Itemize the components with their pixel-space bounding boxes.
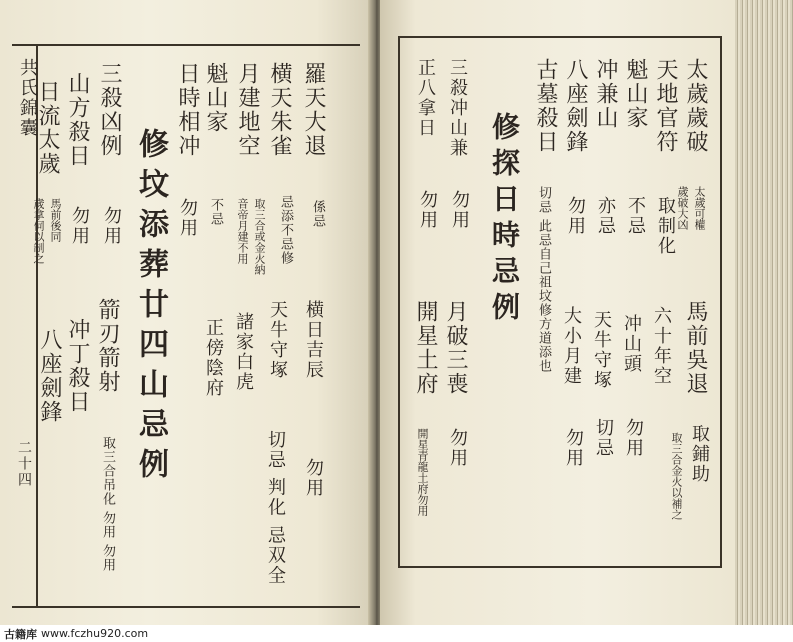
right-col-7-note: 勿用 [449, 190, 470, 230]
left-col-7-end: 冲丁殺日 [65, 318, 90, 414]
right-col-3-note: 不忌 [625, 196, 646, 236]
right-col-1-end: 馬前吳退 [683, 300, 708, 396]
right-col-4-main: 冲兼山 [593, 58, 618, 130]
left-col-8-note-a: 馬前後同 [49, 198, 62, 242]
left-col-7-note: 勿用 [69, 206, 90, 246]
left-col-2-end: 天牛守塚 [267, 300, 288, 380]
left-col-6-end: 箭刃箭射 [95, 298, 120, 394]
left-col-1-note: 係忌 [310, 200, 325, 228]
right-col-8-note: 勿用 [417, 190, 438, 230]
left-heading: 修坟添葬廿四山忌例 [133, 128, 168, 488]
left-col-3-main: 月建地空 [235, 62, 260, 158]
left-col-6-main: 三殺凶例 [97, 62, 122, 158]
right-col-1-extra-b: 取三合金火以補之 [670, 432, 683, 520]
right-col-7-main: 三殺冲山兼 [447, 58, 468, 158]
left-col-1-end: 横日吉辰 [303, 300, 324, 380]
site-name: 古籍库 [4, 627, 37, 641]
right-col-5-end: 大小月建 [561, 306, 582, 386]
right-heading: 修探日時忌例 [488, 112, 521, 328]
page-number: 二十四 [16, 440, 32, 488]
left-col-8-note-b: 歲拿伺以制之 [32, 198, 45, 264]
right-col-2-note: 取制化 [655, 196, 676, 256]
right-col-4-end: 天牛守塚 [591, 310, 612, 390]
left-col-8-main: 日流太歲 [35, 80, 60, 176]
watermark-footer [0, 625, 793, 642]
left-col-7-main: 山方殺日 [65, 72, 90, 168]
margin-title: 共氏錦囊 [17, 58, 38, 138]
site-url[interactable]: www.fczhu920.com [41, 627, 149, 640]
right-col-3-main: 魁山家 [623, 58, 648, 130]
left-col-3-end: 諸家白虎 [233, 312, 254, 392]
right-col-3-extra: 勿用 [623, 418, 644, 458]
left-col-4-note: 不忌 [208, 198, 223, 226]
left-col-2-note: 忌添不忌修 [278, 195, 293, 265]
left-col-5-main: 日時相冲 [175, 62, 200, 158]
left-col-3-note-b: 音帝月建不用 [236, 198, 249, 264]
page-edges [735, 0, 793, 625]
right-col-5-main: 八座劍鋒 [563, 58, 588, 154]
right-col-1-note-a: 太歲可權 [693, 186, 706, 230]
right-col-2-main: 天地官符 [653, 58, 678, 154]
right-col-7-end: 月破三喪 [443, 300, 468, 396]
right-col-5-note: 勿用 [565, 196, 586, 236]
left-col-2-main: 横天朱雀 [267, 62, 292, 158]
right-col-5-extra: 勿用 [563, 428, 584, 468]
left-col-2-tail: 切忌 判化 忌双全 [265, 430, 286, 586]
right-col-1-note-b: 歲破大凶 [676, 186, 689, 230]
right-col-8-main: 正八拿日 [415, 58, 436, 138]
right-col-2-end: 六十年空 [651, 306, 672, 386]
right-col-4-note: 亦忌 [595, 196, 616, 236]
right-col-1-notes [674, 186, 707, 230]
left-col-8-notes [30, 198, 63, 264]
right-col-1-extra-a: 取鋪助 [689, 424, 710, 484]
left-col-8-end: 八座劍鋒 [37, 328, 62, 424]
right-col-8-end: 開星土府 [413, 300, 438, 396]
right-col-6-main: 古墓殺日 [533, 58, 558, 154]
right-col-6-note: 切忌 此忌自己祖坟修方道添也 [536, 186, 551, 374]
left-col-3-notes [234, 198, 267, 275]
right-col-1-main: 太歲歲破 [683, 58, 708, 154]
right-col-8-extra: 開星青龍土府勿用 [416, 428, 429, 516]
left-col-1-tail: 勿用 [303, 458, 324, 498]
left-col-4-end: 正傍陰府 [203, 318, 224, 398]
left-col-1-main: 羅天大退 [301, 62, 326, 158]
right-col-3-end: 冲山頭 [621, 314, 642, 374]
left-col-6-note: 勿用 [101, 206, 122, 246]
right-col-7-extra: 勿用 [447, 428, 468, 468]
left-col-4-main: 魁山家 [203, 62, 228, 134]
left-col-6-tail: 取三合吊化 勿用 勿用 [100, 436, 115, 573]
right-col-4-extra: 切忌 [593, 418, 614, 458]
left-col-3-note-a: 取三合或金火納 [253, 198, 266, 275]
left-col-5-note: 勿用 [177, 198, 198, 238]
